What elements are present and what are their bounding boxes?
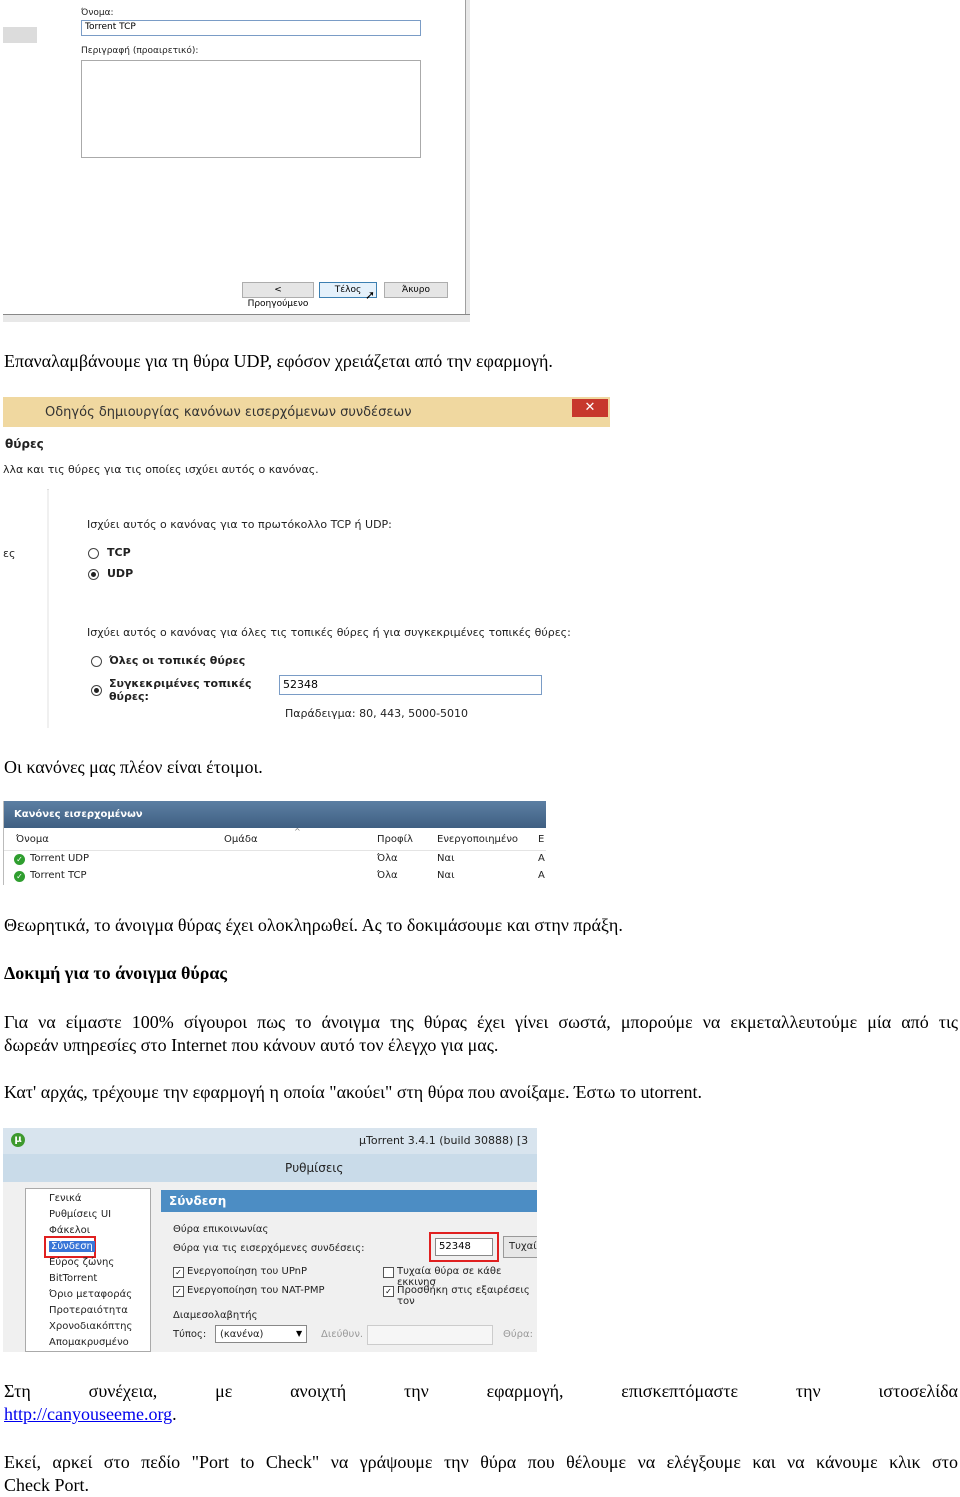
paragraph-test-line2: δωρεάν υπηρεσίες στο Internet που κάνουν αυτό τον έλεγχο για μας. — [4, 1035, 499, 1055]
step-title: θύρες — [5, 437, 44, 451]
col-name[interactable]: Όνομα — [16, 834, 49, 845]
rules-title: Κανόνες εισερχομένων — [14, 809, 143, 820]
random-each-start-label: Τυχαία θύρα σε κάθε εκκινησ — [397, 1266, 502, 1288]
proxy-type-select[interactable]: (κανένα) — [215, 1325, 307, 1343]
natpmp-checkbox[interactable]: ✓ — [173, 1286, 184, 1297]
name-input[interactable]: Torrent TCP — [81, 20, 421, 36]
background-window-bottom — [3, 314, 470, 322]
step-subtitle: λλα και τις θύρες για τις οποίες ισχύει αυτός ο κανόνας. — [3, 463, 319, 476]
radio-udp-label: UDP — [107, 567, 134, 580]
finish-button[interactable]: Τέλος — [319, 282, 377, 298]
chevron-down-icon: ▼ — [296, 1329, 303, 1338]
wizard-ports-screenshot — [3, 397, 610, 728]
random-port-button[interactable]: Τυχαί — [503, 1236, 537, 1258]
description-label: Περιγραφή (προαιρετικό): — [81, 46, 199, 56]
enabled-check-icon: ✓ — [14, 854, 25, 865]
canyouseeme-link[interactable]: http://canyouseeme.org — [4, 1404, 173, 1424]
col-action[interactable]: Ε — [538, 834, 545, 845]
utorrent-settings-screenshot — [3, 1128, 537, 1352]
rule-action: A — [538, 853, 545, 864]
paragraph-port-check-line1: Εκεί, αρκεί στο πεδίο "Port to Check" να γράψουμε την θύρα που θέλουμε να ελέγξουμε και να κάνουμε κλικ στο — [4, 1452, 958, 1472]
tree-item-scheduler[interactable]: Χρονοδιακόπτης — [49, 1321, 133, 1332]
rule-enabled: Ναι — [437, 853, 455, 864]
natpmp-label: Ενεργοποίηση του NAT-PMP — [187, 1285, 325, 1296]
random-each-start-checkbox[interactable] — [383, 1267, 394, 1278]
tree-item-bandwidth[interactable]: Εύρος ζώνης — [49, 1257, 115, 1268]
background-window-edge — [465, 0, 470, 322]
wizard-title: Οδηγός δημιουργίας κανόνων εισερχόμενων συνδέσεων — [45, 405, 412, 420]
paragraph-visit-site: Στη συνέχεια, με ανοιχτή την εφαρμογή, επισκεπτόμαστε την ιστοσελίδα — [4, 1381, 958, 1401]
port-input[interactable]: 52348 — [279, 675, 542, 695]
col-profile[interactable]: Προφίλ — [377, 834, 413, 845]
paragraph-visit-site-link-line — [4, 1403, 177, 1426]
name-label: Όνομα: — [81, 8, 114, 18]
settings-title: Ρυθμίσεις — [285, 1161, 344, 1175]
tree-item-connection[interactable]: Σύνδεση — [51, 1241, 93, 1252]
sort-arrow-icon: ^ — [294, 827, 301, 836]
firewall-exception-label: Προσθήκη στις εξαιρέσεις τον — [397, 1285, 530, 1307]
paragraph-test-line1: Για να είμαστε 100% σίγουροι πως το άνοιγμα της θύρας έχει γίνει σωστά, μπορούμε να εκμεταλλευτούμε μία από τις — [4, 1012, 958, 1032]
proxy-address-label: Διεύθυν. — [321, 1329, 364, 1340]
wizard-header — [3, 427, 610, 490]
back-button[interactable]: < Προηγούμενο — [242, 282, 314, 298]
wizard-dialog — [3, 0, 465, 318]
paragraph-rules-ready: Οι κανόνες μας πλέον είναι έτοιμοι. — [4, 757, 263, 777]
rule-enabled: Ναι — [437, 870, 455, 881]
utorrent-window-title: µTorrent 3.4.1 (build 30888) [3 — [359, 1134, 529, 1147]
radio-specific-ports-label: Συγκεκριμένες τοπικές θύρες: — [109, 677, 252, 703]
rule-action: A — [538, 870, 545, 881]
incoming-port-input[interactable]: 52348 — [435, 1238, 493, 1256]
mouse-cursor-icon: ➚ — [365, 288, 376, 302]
rule-name[interactable]: Torrent TCP — [30, 870, 87, 881]
tree-item-folders[interactable]: Φάκελοι — [49, 1225, 91, 1236]
proxy-port-label: Θύρα: — [503, 1329, 533, 1340]
description-textarea[interactable] — [81, 60, 421, 158]
section-heading: Δοκιμή για το άνοιγμα θύρας — [4, 963, 227, 983]
close-icon[interactable]: ✕ — [572, 399, 608, 417]
tree-item-remote[interactable]: Απομακρυσμένο — [49, 1337, 129, 1348]
rule-name[interactable]: Torrent UDP — [30, 853, 89, 864]
proxy-group-label: Διαμεσολαβητής — [173, 1310, 258, 1321]
protocol-question: Ισχύει αυτός ο κανόνας για το πρωτόκολλο TCP ή UDP: — [87, 518, 392, 531]
tree-item-ui[interactable]: Ρυθμίσεις UI — [49, 1209, 112, 1220]
steps-item-ports[interactable]: ες — [3, 547, 16, 560]
col-enabled[interactable]: Ενεργοποιημένο — [437, 834, 519, 845]
paragraph-udp-repeat: Επαναλαμβάνουμε για τη θύρα UDP, εφόσον χρειάζεται από την εφαρμογή. — [4, 351, 553, 371]
proxy-address-input[interactable] — [367, 1325, 493, 1345]
listening-port-group-label: Θύρα επικοινωνίας — [173, 1224, 269, 1235]
firewall-exception-checkbox[interactable]: ✓ — [383, 1286, 394, 1297]
paragraph-run-app: Κατ' αρχάς, τρέχουμε την εφαρμογή η οποία "ακούει" στη θύρα που ανοίξαμε. Έστω το utorrent. — [4, 1082, 703, 1102]
link-period: . — [172, 1404, 177, 1424]
upnp-checkbox[interactable]: ✓ — [173, 1267, 184, 1278]
port-example: Παράδειγμα: 80, 443, 5000-5010 — [285, 707, 469, 720]
tree-item-general[interactable]: Γενικά — [49, 1193, 82, 1204]
rule-profile: Όλα — [377, 870, 398, 881]
radio-all-ports[interactable] — [91, 656, 102, 667]
col-group[interactable]: Ομάδα — [224, 834, 258, 845]
radio-tcp[interactable] — [88, 548, 99, 559]
tree-item-bittorrent[interactable]: BitTorrent — [49, 1273, 98, 1284]
proxy-type-label: Τύπος: — [173, 1329, 207, 1340]
utorrent-logo-icon: µ — [11, 1133, 25, 1147]
radio-specific-ports[interactable] — [91, 685, 102, 696]
radio-all-ports-label: Όλες οι τοπικές θύρες — [109, 654, 246, 667]
enabled-check-icon: ✓ — [14, 871, 25, 882]
rule-profile: Όλα — [377, 853, 398, 864]
paragraph-theory-done: Θεωρητικά, το άνοιγμα θύρας έχει ολοκληρωθεί. Ας το δοκιμάσουμε και στην πράξη. — [4, 915, 623, 935]
wizard-sidebar-selected-item[interactable] — [3, 27, 37, 43]
ports-question: Ισχύει αυτός ο κανόνας για όλες τις τοπικές θύρες ή για συγκεκριμένες τοπικές θύρες: — [87, 626, 571, 639]
tree-item-queueing[interactable]: Προτεραιότητα — [49, 1305, 128, 1316]
wizard-name-screenshot — [3, 0, 470, 322]
radio-tcp-label: TCP — [107, 546, 131, 559]
radio-udp[interactable] — [88, 569, 99, 580]
tree-item-transfer-cap[interactable]: Όριο μεταφοράς — [49, 1289, 133, 1300]
upnp-label: Ενεργοποίηση του UPnP — [187, 1266, 308, 1277]
inbound-rules-screenshot — [3, 801, 546, 885]
paragraph-port-check-line2: Check Port. — [4, 1475, 89, 1495]
incoming-port-label: Θύρα για τις εισερχόμενες συνδέσεις: — [173, 1243, 365, 1254]
cancel-button[interactable]: Άκυρο — [384, 282, 448, 298]
wizard-steps-list — [3, 489, 47, 728]
connection-panel-title: Σύνδεση — [169, 1194, 227, 1208]
settings-titlebar — [3, 1154, 537, 1182]
wizard-sidebar — [3, 0, 37, 318]
